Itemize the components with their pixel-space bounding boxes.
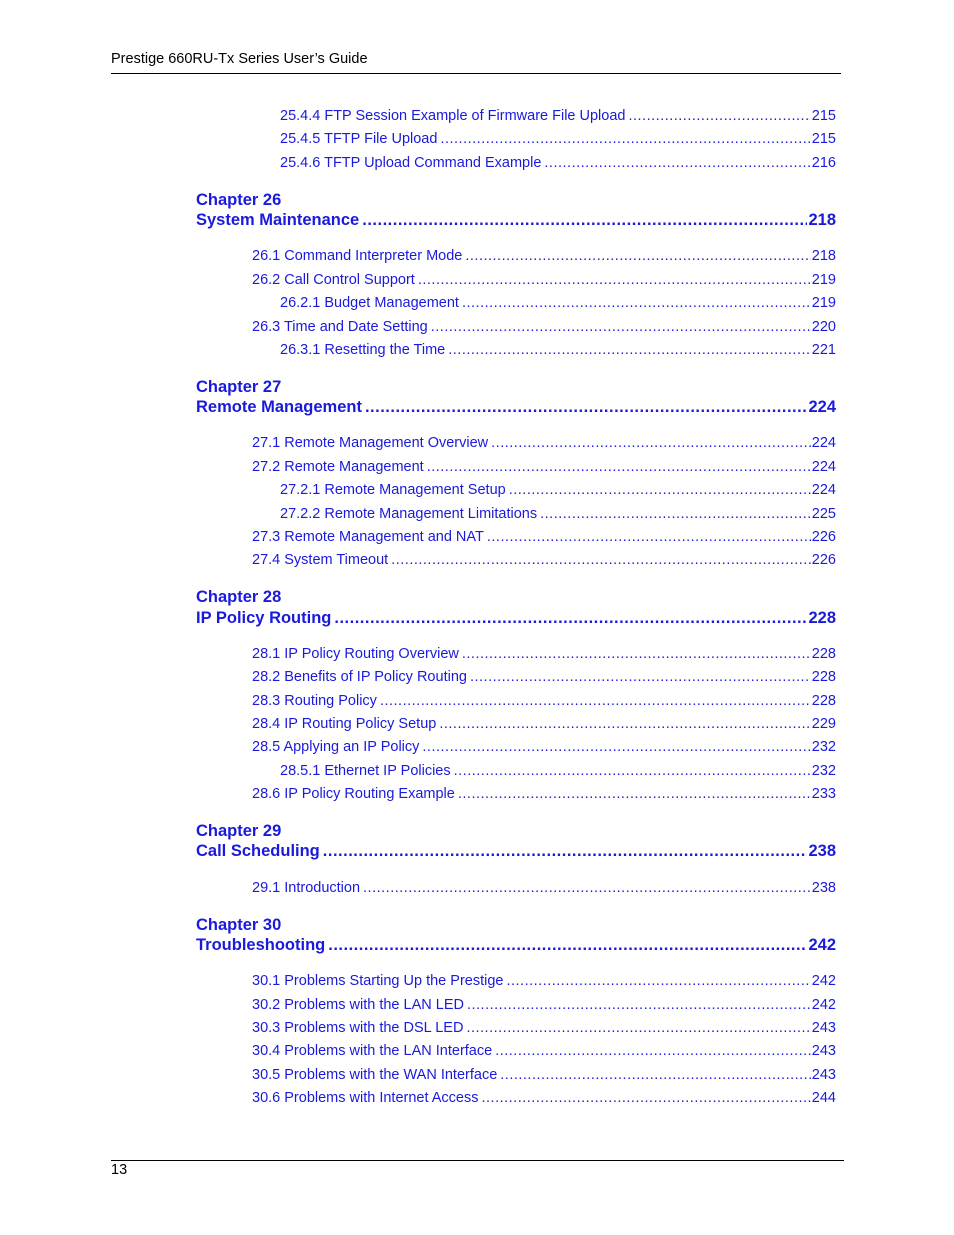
toc-entry-28-1[interactable] xyxy=(252,646,836,663)
toc-entry-27-1[interactable] xyxy=(252,435,836,452)
toc-entry-page: 233 xyxy=(811,786,836,802)
toc-entry-26-1[interactable] xyxy=(252,248,836,265)
toc-entry-text: 30.5 Problems with the WAN Interface xyxy=(252,1067,498,1083)
toc-entry-text: 27.3 Remote Management and NAT xyxy=(252,529,484,545)
toc-entry-page: 228 xyxy=(811,669,836,685)
toc-entry-text: 26.2.1 Budget Management xyxy=(280,295,459,311)
toc-entry-25-4-5[interactable] xyxy=(280,131,836,148)
toc-entry-29-1[interactable] xyxy=(252,880,836,897)
toc-entry-page: 225 xyxy=(811,506,836,522)
toc-entry-page: 219 xyxy=(811,272,836,288)
toc-entry-page: 229 xyxy=(811,716,836,732)
chapter-title: Troubleshooting xyxy=(196,936,326,954)
chapter-title: IP Policy Routing xyxy=(196,609,332,627)
toc-entry-text: 28.6 IP Policy Routing Example xyxy=(252,786,455,802)
chapter-title: System Maintenance xyxy=(196,211,360,229)
toc-entry-text: 26.1 Command Interpreter Mode xyxy=(252,248,463,264)
toc-entry-page: 215 xyxy=(811,108,836,124)
footer-divider xyxy=(111,1160,844,1161)
toc-entry-text: 27.4 System Timeout xyxy=(252,552,389,568)
toc-entry-25-4-6[interactable] xyxy=(280,155,836,172)
toc-entry-27-3[interactable] xyxy=(252,529,836,546)
toc-entry-text: 29.1 Introduction xyxy=(252,880,361,896)
toc-entry-28-4[interactable] xyxy=(252,716,836,733)
toc-entry-page: 244 xyxy=(811,1090,836,1106)
toc-entry-28-3[interactable] xyxy=(252,693,836,710)
toc-entry-28-2[interactable] xyxy=(252,669,836,686)
toc-entry-text: 28.5 Applying an IP Policy xyxy=(252,739,420,755)
toc-entry-page: 221 xyxy=(811,342,836,358)
toc-entry-27-2-2[interactable] xyxy=(280,506,836,523)
chapter-page: 224 xyxy=(808,398,836,416)
toc-entry-text: 28.2 Benefits of IP Policy Routing xyxy=(252,669,467,685)
toc-entry-28-6[interactable] xyxy=(252,786,836,803)
running-header-title: Prestige 660RU-Tx Series User’s Guide xyxy=(111,51,368,67)
toc-entry-page: 243 xyxy=(811,1043,836,1059)
chapter-26-label: Chapter 26 xyxy=(196,191,282,209)
toc-entry-text: 25.4.6 TFTP Upload Command Example xyxy=(280,155,542,171)
toc-entry-text: 27.2 Remote Management xyxy=(252,459,424,475)
toc-entry-text: 28.3 Routing Policy xyxy=(252,693,377,709)
toc-entry-30-6[interactable] xyxy=(252,1090,836,1107)
toc-entry-page: 226 xyxy=(811,552,836,568)
toc-entry-page: 228 xyxy=(811,693,836,709)
toc-entry-text: 30.3 Problems with the DSL LED xyxy=(252,1020,464,1036)
toc-entry-page: 243 xyxy=(811,1067,836,1083)
toc-entry-text: 28.5.1 Ethernet IP Policies xyxy=(280,763,451,779)
toc-entry-page: 243 xyxy=(811,1020,836,1036)
toc-entry-text: 25.4.4 FTP Session Example of Firmware File Upload xyxy=(280,108,626,124)
chapter-page: 242 xyxy=(808,936,836,954)
toc-entry-26-3[interactable] xyxy=(252,319,836,336)
toc-entry-page: 232 xyxy=(811,763,836,779)
toc-entry-page: 224 xyxy=(811,459,836,475)
toc-entry-page: 216 xyxy=(811,155,836,171)
chapter-29-label: Chapter 29 xyxy=(196,822,282,840)
toc-entry-text: 27.1 Remote Management Overview xyxy=(252,435,489,451)
toc-entry-27-2[interactable] xyxy=(252,459,836,476)
toc-entry-27-4[interactable] xyxy=(252,552,836,569)
toc-entry-page: 228 xyxy=(811,646,836,662)
toc-entry-text: 26.3 Time and Date Setting xyxy=(252,319,428,335)
toc-entry-page: 220 xyxy=(811,319,836,335)
toc-chapter-30[interactable] xyxy=(196,936,836,955)
toc-entry-30-3[interactable] xyxy=(252,1020,836,1037)
toc-entry-26-2[interactable] xyxy=(252,272,836,289)
toc-entry-page: 224 xyxy=(811,435,836,451)
toc-chapter-29[interactable] xyxy=(196,842,836,861)
chapter-page: 228 xyxy=(808,609,836,627)
toc-entry-text: 25.4.5 TFTP File Upload xyxy=(280,131,438,147)
toc-entry-page: 242 xyxy=(811,997,836,1013)
toc-entry-page: 242 xyxy=(811,973,836,989)
toc-entry-page: 219 xyxy=(811,295,836,311)
chapter-30-label: Chapter 30 xyxy=(196,916,282,934)
toc-entry-text: 28.1 IP Policy Routing Overview xyxy=(252,646,459,662)
toc-entry-text: 26.2 Call Control Support xyxy=(252,272,415,288)
toc-entry-page: 224 xyxy=(811,482,836,498)
chapter-title: Call Scheduling xyxy=(196,842,320,860)
chapter-page: 238 xyxy=(808,842,836,860)
toc-entry-30-2[interactable] xyxy=(252,997,836,1014)
toc-entry-text: 30.4 Problems with the LAN Interface xyxy=(252,1043,493,1059)
toc-entry-text: 27.2.2 Remote Management Limitations xyxy=(280,506,538,522)
toc-entry-30-1[interactable] xyxy=(252,973,836,990)
toc-entry-page: 218 xyxy=(811,248,836,264)
toc-entry-30-5[interactable] xyxy=(252,1067,836,1084)
toc-entry-27-2-1[interactable] xyxy=(280,482,836,499)
toc-entry-text: 28.4 IP Routing Policy Setup xyxy=(252,716,437,732)
chapter-title: Remote Management xyxy=(196,398,362,416)
toc-entry-page: 232 xyxy=(811,739,836,755)
toc-entry-28-5[interactable] xyxy=(252,739,836,756)
toc-chapter-26[interactable] xyxy=(196,211,836,230)
toc-entry-page: 238 xyxy=(811,880,836,896)
toc-entry-26-2-1[interactable] xyxy=(280,295,836,312)
toc-entry-text: 27.2.1 Remote Management Setup xyxy=(280,482,506,498)
toc-entry-30-4[interactable] xyxy=(252,1043,836,1060)
page-number: 13 xyxy=(111,1162,128,1178)
toc-entry-page: 215 xyxy=(811,131,836,147)
toc-entry-text: 30.2 Problems with the LAN LED xyxy=(252,997,464,1013)
toc-entry-text: 26.3.1 Resetting the Time xyxy=(280,342,446,358)
toc-entry-25-4-4[interactable] xyxy=(280,108,836,125)
chapter-27-label: Chapter 27 xyxy=(196,378,282,396)
toc-entry-28-5-1[interactable] xyxy=(280,763,836,780)
toc-entry-text: 30.1 Problems Starting Up the Prestige xyxy=(252,973,504,989)
toc-chapter-27[interactable] xyxy=(196,398,836,417)
toc-entry-page: 226 xyxy=(811,529,836,545)
chapter-page: 218 xyxy=(808,211,836,229)
toc-entry-text: 30.6 Problems with Internet Access xyxy=(252,1090,479,1106)
toc-chapter-28[interactable] xyxy=(196,609,836,628)
chapter-28-label: Chapter 28 xyxy=(196,588,282,606)
toc-entry-26-3-1[interactable] xyxy=(280,342,836,359)
